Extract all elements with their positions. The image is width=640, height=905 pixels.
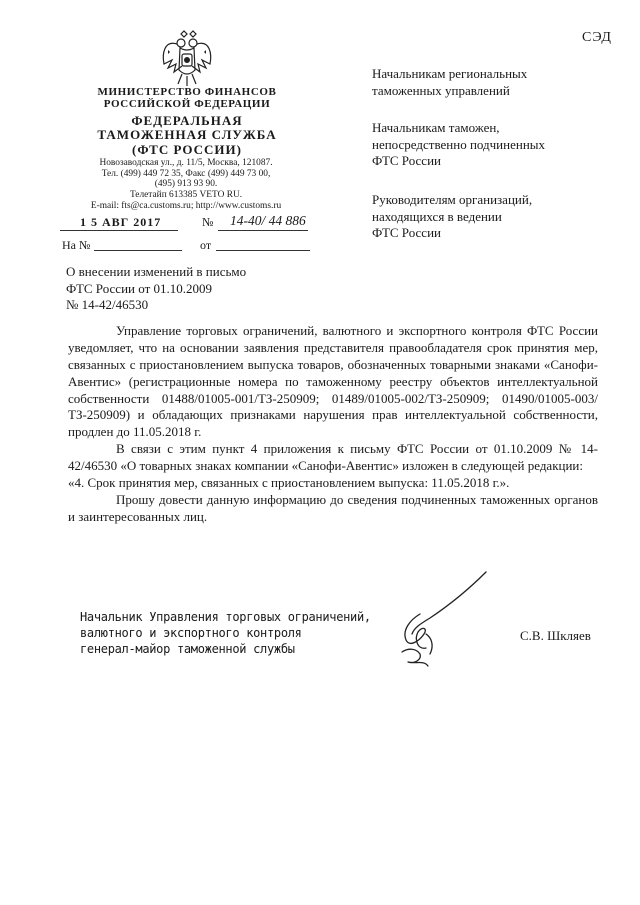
subject-line: О внесении изменений в письмо (66, 264, 247, 279)
subject-line: ФТС России от 01.10.2009 (66, 280, 213, 296)
registration-number: 14-40/ 44 886 (230, 213, 306, 228)
subject-line: № 14-42/46530 (66, 297, 149, 313)
recipient-line: находящихся в ведении (372, 208, 502, 224)
ministry-line: МИНИСТЕРСТВО ФИНАНСОВ (97, 86, 277, 98)
handwritten-signature (390, 568, 510, 676)
reference-number-label: На № (62, 238, 91, 252)
recipient-block (372, 120, 612, 170)
reference-date-label: от (200, 238, 212, 252)
contact-line: (495) 913 93 90. (154, 179, 218, 190)
document-stamp: СЭД (582, 30, 612, 45)
signatory-title-line: Начальник Управления торговых ограничений, (80, 610, 371, 624)
signatory-title (80, 610, 400, 657)
reference-number-blank (94, 250, 182, 251)
recipient-line: непосредственно подчиненных (372, 136, 546, 152)
number-underline (218, 230, 308, 231)
contact-line: Телетайп 613385 VETO RU. (129, 189, 243, 200)
reference-date-blank (216, 250, 310, 251)
coat-of-arms-emblem (160, 30, 214, 88)
recipient-block (372, 66, 612, 99)
service-line: ФЕДЕРАЛЬНАЯ (131, 113, 243, 128)
registration-date: 1 5 АВГ 2017 (80, 215, 162, 229)
signatory-title-line: валютного и экспортного контроля (80, 625, 302, 640)
recipient-line: ФТС России (372, 225, 441, 241)
body-paragraph: «4. Срок принятия мер, связанных с приостановлением выпуска: 11.05.2018 г.». (68, 475, 510, 491)
letter-subject (66, 264, 326, 314)
body-paragraph: Управление торговых ограничений, валютного и экспортного контроля ФТС России уведомляет, что на основании заявления представителя правообладателя срок принятия мер, связанных с приостановлением выпуска товаров, обозначенных товарными знаками «Санофи-Авентис» (регистрационные номера по таможенному реестру объектов интеллектуальной собственности 01488/01005-001/ТЗ-250909; 01489/01005-002/ТЗ-250909; 01490/01005-003/ТЗ-250909) и обладающих признаками нарушения прав интеллектуальной собственности, продлен до 11.05.2018 г. (68, 323, 598, 440)
contact-line: Тел. (499) 449 72 35, Факс (499) 449 73 00, (101, 168, 271, 179)
recipient-line: таможенных управлений (372, 82, 510, 98)
letter-body (68, 323, 598, 526)
ministry-line: РОССИЙСКОЙ ФЕДЕРАЦИИ (103, 98, 271, 111)
registration-number-label: № (202, 215, 214, 229)
recipient-line: Руководителям организаций, (372, 192, 533, 207)
recipient-block (372, 192, 612, 242)
service-line: ТАМОЖЕННАЯ СЛУЖБА (97, 127, 277, 143)
date-underline (60, 230, 178, 231)
signatory-name: С.В. Шкляев (520, 628, 591, 643)
contact-line: Новозаводская ул., д. 11/5, Москва, 121087. (99, 158, 273, 168)
sender-contacts (60, 158, 312, 211)
body-paragraph: В связи с этим пункт 4 приложения к письму ФТС России от 01.10.2009 № 14-42/46530 «О товарных знаках компании «Санофи-Авентис» изложен в следующей редакции: (68, 441, 598, 474)
service-header (70, 114, 304, 157)
registration-line (60, 213, 310, 235)
recipient-line: Начальникам таможен, (372, 120, 500, 135)
service-line: (ФТС РОССИИ) (132, 141, 242, 157)
contact-line: E-mail: fts@ca.customs.ru; http://www.customs.ru (90, 200, 282, 211)
signatory-title-line: генерал-майор таможенной службы (80, 641, 295, 656)
ministry-header (70, 86, 304, 110)
recipient-line: ФТС России (372, 153, 441, 169)
recipient-line: Начальникам региональных (372, 66, 528, 81)
body-paragraph: Прошу довести данную информацию до сведения подчиненных таможенных органов и заинтересованных лиц. (68, 491, 598, 524)
